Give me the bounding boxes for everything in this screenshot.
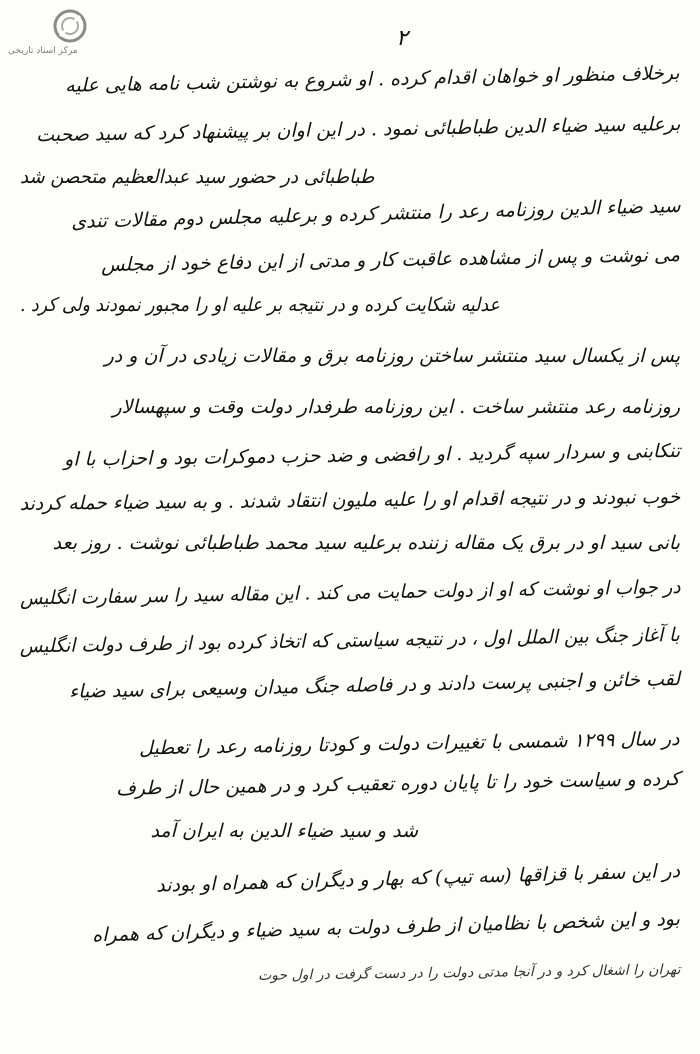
handwritten-line: در جواب او نوشت که او از دولت حمایت می کند . این مقاله سید را سر سفارت انگلیس	[19, 576, 681, 610]
handwritten-line: در این سفر با قزاقها (سه تیپ) که بهار و دیگران که همراه او بودند	[155, 860, 681, 897]
handwritten-line: پس از یکسال سید منتشر ساختن روزنامه برق و مقالات زیادی در آن و در	[104, 345, 680, 367]
handwritten-line: روزنامه رعد منتشر ساخت . این روزنامه طرفدار دولت وقت و سپهسالار	[112, 396, 680, 418]
handwritten-line: کرده و سیاست خود را تا پایان دوره تعقیب کرد و در همین حال از طرف	[116, 768, 681, 800]
page-number-mark: ۲	[396, 26, 408, 51]
handwritten-line: تهران را اشغال کرد و در آنجا مدتی دولت را در دست گرفت در اول حوت	[257, 962, 681, 984]
handwritten-line: طباطبائی در حضور سید عبدالعظیم متحصن شد	[19, 166, 374, 188]
handwritten-line: عدلیه شکایت کرده و در نتیجه بر علیه او را مجبور نمودند ولی کرد .	[20, 294, 500, 316]
handwritten-line: بانی سید او در برق یک مقاله زننده برعلیه سید محمد طباطبائی نوشت . روز بعد	[52, 532, 680, 554]
archive-logo-caption: مرکز اسناد تاریخی	[8, 46, 78, 56]
handwritten-line: خوب نبودند و در نتیجه اقدام او را علیه ملیون انتقاد شدند . و به سید ضیاء حمله کردند	[19, 486, 681, 515]
handwritten-line: با آغاز جنگ بین الملل اول ، در نتیجه سیاستی که اتخاذ کرده بود از طرف دولت انگلیس	[19, 624, 681, 658]
handwritten-line: تنکابنی و سردار سپه گردید . او رافضی و ضد حزب دموکرات بود و احزاب با او	[63, 440, 681, 471]
handwritten-line: سید ضیاء الدین روزنامه رعد را منتشر کرده و برعلیه مجلس دوم مقالات تندی	[70, 195, 681, 233]
handwritten-line: برخلاف منظور او خواهان اقدام کرده . او شروع به نوشتن شب نامه هایی علیه	[65, 62, 681, 97]
handwritten-line: بود و این شخص با نظامیان از طرف دولت به سید ضیاء و دیگران که همراه	[92, 908, 681, 947]
handwritten-line: می نوشت و پس از مشاهده عاقبت کار و مدتی از این دفاع خود از مجلس	[100, 244, 681, 277]
handwritten-line: شد و سید ضیاء الدین به ایران آمد	[150, 820, 418, 842]
handwritten-line: لقب خائن و اجنبی پرست دادند و در فاصله جنگ میدان وسیعی برای سید ضیاء	[68, 668, 681, 703]
handwritten-line: در سال ۱۲۹۹ شمسی با تغییرات دولت و کودتا روزنامه رعد را تعطیل	[139, 728, 681, 760]
handwritten-line: برعلیه سید ضیاء الدین طباطبائی نمود . در این اوان بر پیشنهاد کرد که سید صحبت	[35, 113, 681, 147]
